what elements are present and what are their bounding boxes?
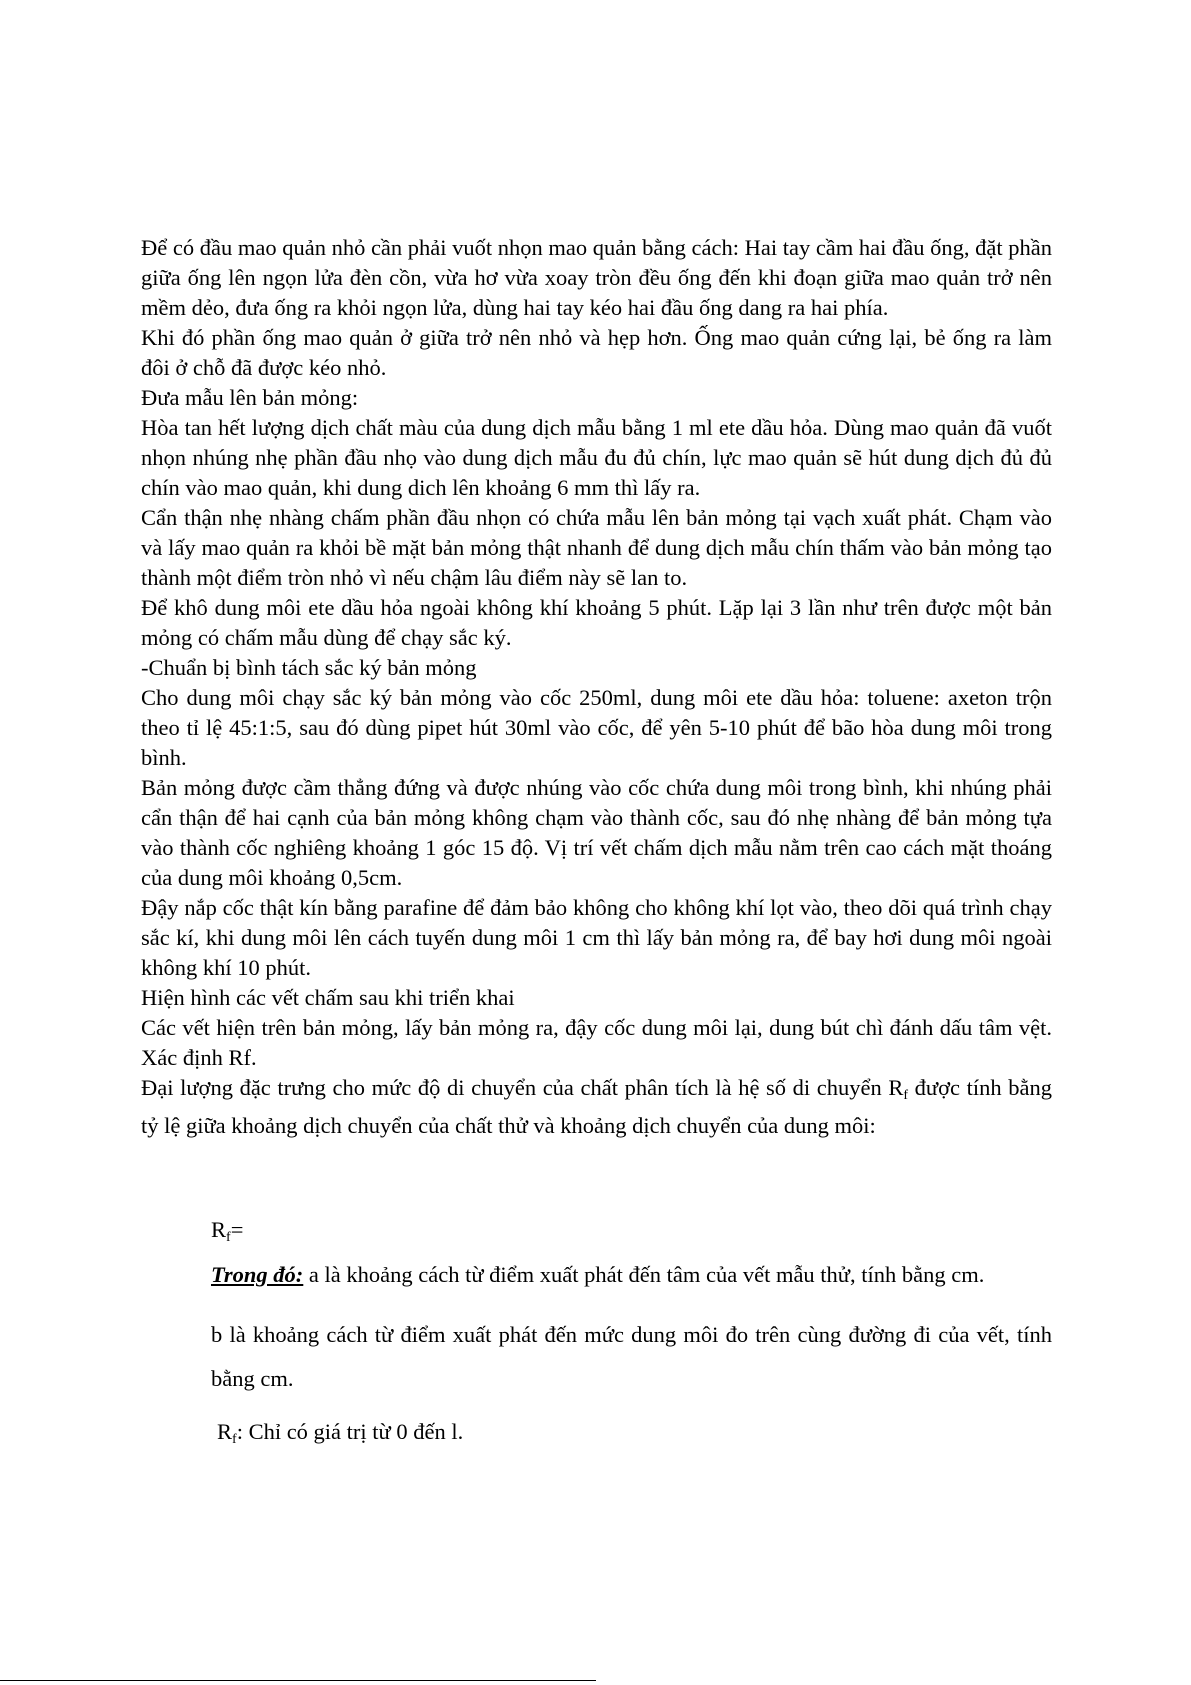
paragraph: Hòa tan hết lượng dịch chất màu của dung dịch mẫu bằng 1 ml ete dầu hỏa. Dùng mao quản đã vuốt nhọn nhúng nhẹ phần đầu nhọ vào dung dịch mẫu đu đủ chín, lực mao quản sẽ hút dung dịch đủ đủ chín vào mao quản, khi dung dich lên khoảng 6 mm thì lấy ra. — [141, 415, 1052, 500]
rf-subscript: f — [903, 1088, 909, 1103]
formula-block — [211, 1215, 1052, 1455]
paragraph: Bản mỏng được cầm thẳng đứng và được nhúng vào cốc chứa dung môi trong bình, khi nhúng phải cẩn thận để hai cạnh của bản mỏng không chạm vào thành cốc, sau đó nhẹ nhàng để bản mỏng tựa vào thành cốc nghiêng khoảng 1 góc 15 độ. Vị trí vết chấm dịch mẫu nằm trên cao cách mặt thoáng của dung môi khoảng 0,5cm. — [141, 775, 1052, 890]
b-definition: b là khoảng cách từ điểm xuất phát đến mức dung môi đo trên cùng đường đi của vết, tính bằng cm. — [211, 1322, 1052, 1391]
rf-range — [217, 1417, 1052, 1455]
rf-range-text: : Chỉ có giá trị từ 0 đến l. — [236, 1419, 464, 1444]
rf-range-subscript: f — [232, 1432, 237, 1447]
rf-definition-paragraph — [141, 1073, 1052, 1141]
rf-definition-text: Đại lượng đặc trưng cho mức độ di chuyển của chất phân tích là hệ số di chuyển R — [141, 1075, 904, 1100]
where-label: Trong đó: — [211, 1262, 304, 1287]
where-a-definition — [211, 1253, 1052, 1297]
rf-symbol: R — [211, 1217, 227, 1242]
rf-formula — [211, 1215, 1052, 1253]
a-definition-text: a là khoảng cách từ điểm xuất phát đến tâm của vết mẫu thử, tính bằng cm. — [303, 1262, 985, 1287]
paragraph: Cho dung môi chạy sắc ký bản mỏng vào cốc 250ml, dung môi ete dầu hỏa: toluene: axeton trộn theo tỉ lệ 45:1:5, sau đó dùng pipet hút 30ml vào cốc, để yên 5-10 phút để bão hòa dung môi trong bình. — [141, 685, 1052, 770]
body-text — [141, 233, 1052, 1141]
paragraph: Các vết hiện trên bản mỏng, lấy bản mỏng ra, đậy cốc dung môi lại, dung bút chì đánh dấu tâm vệt. Xác định Rf. — [141, 1015, 1052, 1070]
paragraph: Để khô dung môi ete dầu hỏa ngoài không khí khoảng 5 phút. Lặp lại 3 lần như trên được một bản mỏng có chấm mẫu dùng để chạy sắc ký. — [141, 595, 1052, 650]
section-heading: Hiện hình các vết chấm sau khi triển khai — [141, 985, 515, 1010]
rf-formula-subscript: f — [226, 1230, 231, 1245]
section-heading: Đưa mẫu lên bản mỏng: — [141, 385, 359, 410]
section-heading: -Chuẩn bị bình tách sắc ký bản mỏng — [141, 655, 477, 680]
rf-definition-continuation: được tính bằng tỷ lệ giữa khoảng dịch chuyển của chất thử và khoảng dịch chuyển của dung môi: — [141, 1075, 1052, 1138]
rf-range-symbol: R — [217, 1419, 233, 1444]
rf-equals: = — [230, 1217, 244, 1242]
paragraph: Khi đó phần ống mao quản ở giữa trở nên nhỏ và hẹp hơn. Ống mao quản cứng lại, bẻ ống ra làm đôi ở chỗ đã được kéo nhỏ. — [141, 325, 1052, 380]
paragraph: Để có đầu mao quản nhỏ cần phải vuốt nhọn mao quản bằng cách: Hai tay cầm hai đầu ống, đặt phần giữa ống lên ngọn lửa đèn cồn, vừa hơ vừa xoay tròn đều ống đến khi đoạn giữa mao quản trở nên mềm dẻo, đưa ống ra khỏi ngọn lửa, dùng hai tay kéo hai đầu ống dang ra hai phía. — [141, 235, 1052, 320]
paragraph: Đậy nắp cốc thật kín bằng parafine để đảm bảo không cho không khí lọt vào, theo dõi quá trình chạy sắc kí, khi dung môi lên cách tuyến dung môi 1 cm thì lấy bản mỏng ra, để bay hơi dung môi ngoài không khí 10 phút. — [141, 895, 1052, 980]
footer-rule — [0, 1680, 596, 1681]
paragraph: Cẩn thận nhẹ nhàng chấm phần đầu nhọn có chứa mẫu lên bản mỏng tại vạch xuất phát. Chạm vào và lấy mao quản ra khỏi bề mặt bản mỏng thật nhanh để dung dịch mẫu chín thấm vào bản mỏng tạo thành một điểm tròn nhỏ vì nếu chậm lâu điểm này sẽ lan to. — [141, 505, 1052, 590]
